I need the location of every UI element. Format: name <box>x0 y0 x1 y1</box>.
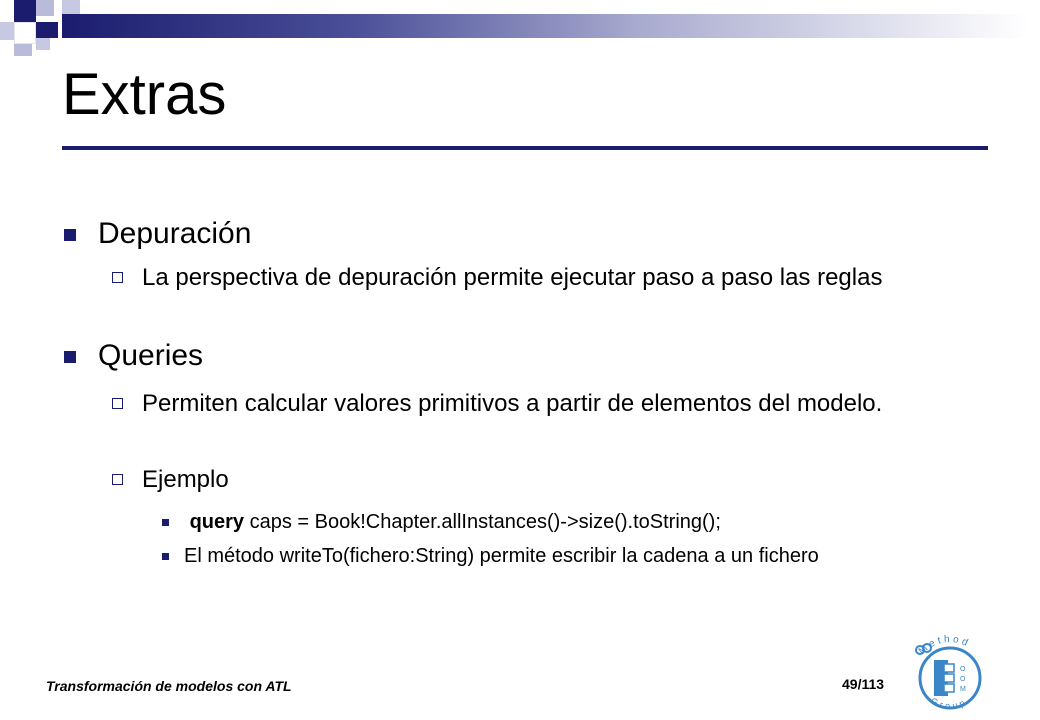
corner-square-1 <box>14 0 36 22</box>
footer-course-title: Transformación de modelos con ATL <box>46 678 292 694</box>
page-number: 49/113 <box>842 676 885 692</box>
corner-square-4 <box>0 22 14 40</box>
subbullet-label: La perspectiva de depuración permite ejecutar paso a paso las reglas <box>142 264 883 291</box>
square-bullet-icon <box>64 229 76 241</box>
subsub-label: El método writeTo(fichero:String) permite escribir la cadena a un fichero <box>184 545 819 567</box>
corner-square-3 <box>62 0 80 14</box>
logo-letter-1: O <box>960 666 966 673</box>
bullet-label: Queries <box>98 339 204 372</box>
logo-letter-2: O <box>960 676 966 683</box>
logo-ring-text-bottom: Group <box>929 695 970 711</box>
logo-tab-3 <box>944 684 954 692</box>
logo-ring-text-top: Method <box>916 633 973 657</box>
hollow-square-bullet-icon <box>112 398 123 409</box>
title-underline <box>62 146 988 150</box>
corner-square-8 <box>36 38 50 50</box>
subbullet-label: Ejemplo <box>142 466 229 493</box>
hollow-square-bullet-icon <box>112 474 123 485</box>
logo-letter-3: M <box>960 686 966 693</box>
corner-square-6 <box>36 22 58 38</box>
header-gradient-bar <box>62 14 1028 38</box>
code-keyword: query <box>189 511 245 533</box>
code-text: caps = Book!Chapter.allInstances()->size().toString(); <box>244 511 721 533</box>
hollow-square-bullet-icon <box>112 272 123 283</box>
logo-tab-2 <box>944 674 954 682</box>
corner-square-2 <box>36 0 54 16</box>
corner-square-5 <box>14 22 36 44</box>
slide-title: Extras <box>62 62 227 127</box>
oo-method-group-logo <box>900 628 1000 718</box>
square-bullet-icon <box>64 351 76 363</box>
corner-square-7 <box>14 44 32 56</box>
subbullet-label: Permiten calcular valores primitivos a partir de elementos del modelo. <box>142 390 883 417</box>
logo-tab-1 <box>944 664 954 672</box>
small-square-bullet-icon <box>162 519 169 526</box>
code-example <box>184 509 964 535</box>
bullet-label: Depuración <box>98 217 252 250</box>
small-square-bullet-icon <box>162 553 169 560</box>
